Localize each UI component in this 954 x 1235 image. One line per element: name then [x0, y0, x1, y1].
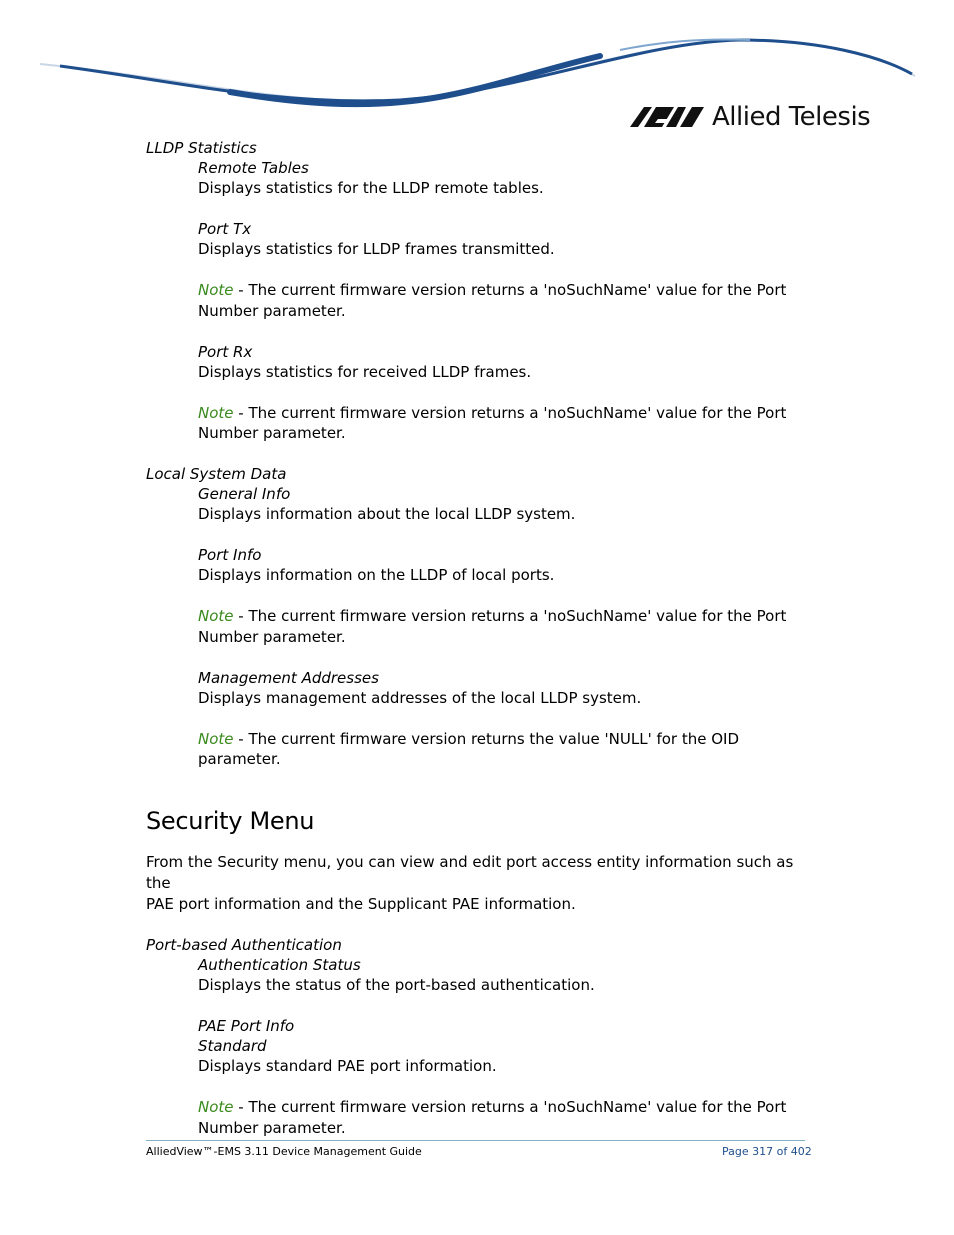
note-text: - The current firmware version returns a 'noSuchName' value for the Port [233, 403, 787, 422]
item-port-tx [198, 219, 806, 260]
note-text: - The current firmware version returns a 'noSuchName' value for the Port [233, 281, 787, 299]
item-desc: Displays the status of the port-based authentication. [198, 976, 595, 994]
item-desc: Displays statistics for received LLDP frames. [198, 362, 532, 381]
note-label: Note [198, 403, 234, 422]
note-text-line2: Number parameter. [198, 627, 346, 646]
item-desc: Displays standard PAE port information. [198, 1057, 497, 1075]
item-title: Remote Tables [198, 159, 309, 177]
note-label: Note [198, 1098, 234, 1116]
footer-page-number: Page 317 of 402 [722, 1145, 812, 1158]
note-text-line2: Number parameter. [198, 424, 346, 442]
item-title: General Info [198, 485, 291, 503]
note-port-rx [198, 403, 806, 444]
item-title: PAE Port Info [198, 1017, 295, 1035]
security-intro [146, 852, 806, 915]
logo-mark-icon [630, 105, 704, 129]
note-text-line2: Number parameter. [198, 301, 346, 320]
item-desc: Displays management addresses of the local LLDP system. [198, 688, 642, 707]
note-text-line2: parameter. [198, 750, 281, 768]
footer-divider [146, 1140, 805, 1141]
item-management-addresses [198, 668, 806, 709]
item-desc: Displays information about the local LLDP system. [198, 505, 576, 523]
item-desc: Displays information on the LLDP of local ports. [198, 566, 555, 584]
section-title-port-based-auth: Port-based Authentication [146, 936, 342, 954]
item-remote-tables [198, 158, 806, 199]
allied-telesis-logo [630, 100, 870, 134]
item-subtitle: Standard [198, 1037, 267, 1055]
page-content [146, 138, 806, 1138]
logo-text: Allied Telesis [712, 102, 871, 132]
intro-line1: From the Security menu, you can view and edit port access entity information such as the [146, 852, 794, 892]
item-desc: Displays statistics for LLDP frames transmitted. [198, 240, 555, 258]
note-label: Note [198, 281, 234, 299]
section-title-lldp-statistics: LLDP Statistics [146, 139, 257, 157]
item-title: Port Tx [198, 220, 252, 238]
note-label: Note [198, 607, 234, 625]
note-label: Note [198, 729, 234, 748]
note-text: - The current firmware version returns a 'noSuchName' value for the Port [233, 1098, 787, 1116]
note-management-addresses [198, 729, 806, 770]
item-port-info [198, 545, 806, 586]
item-title: Port Info [198, 546, 262, 564]
item-title: Port Rx [198, 342, 253, 361]
note-port-tx [198, 280, 806, 321]
item-pae-port-info [198, 1016, 806, 1077]
item-title: Authentication Status [198, 956, 361, 974]
note-pae-port-info [198, 1097, 806, 1138]
note-text: - The current firmware version returns a 'noSuchName' value for the Port [233, 607, 787, 625]
item-desc: Displays statistics for the LLDP remote tables. [198, 179, 544, 197]
intro-line2: PAE port information and the Supplicant PAE information. [146, 894, 576, 913]
footer-guide-title: AlliedView™-EMS 3.11 Device Management Guide [146, 1145, 422, 1158]
item-authentication-status [198, 955, 806, 996]
note-port-info [198, 606, 806, 647]
section-title-local-system-data: Local System Data [146, 465, 287, 483]
item-title: Management Addresses [198, 668, 379, 687]
item-port-rx [198, 342, 806, 383]
note-text: - The current firmware version returns the value 'NULL' for the OID [233, 729, 740, 748]
note-text-line2: Number parameter. [198, 1118, 346, 1137]
item-general-info [198, 484, 806, 525]
page-heading-security-menu: Security Menu [146, 806, 315, 835]
